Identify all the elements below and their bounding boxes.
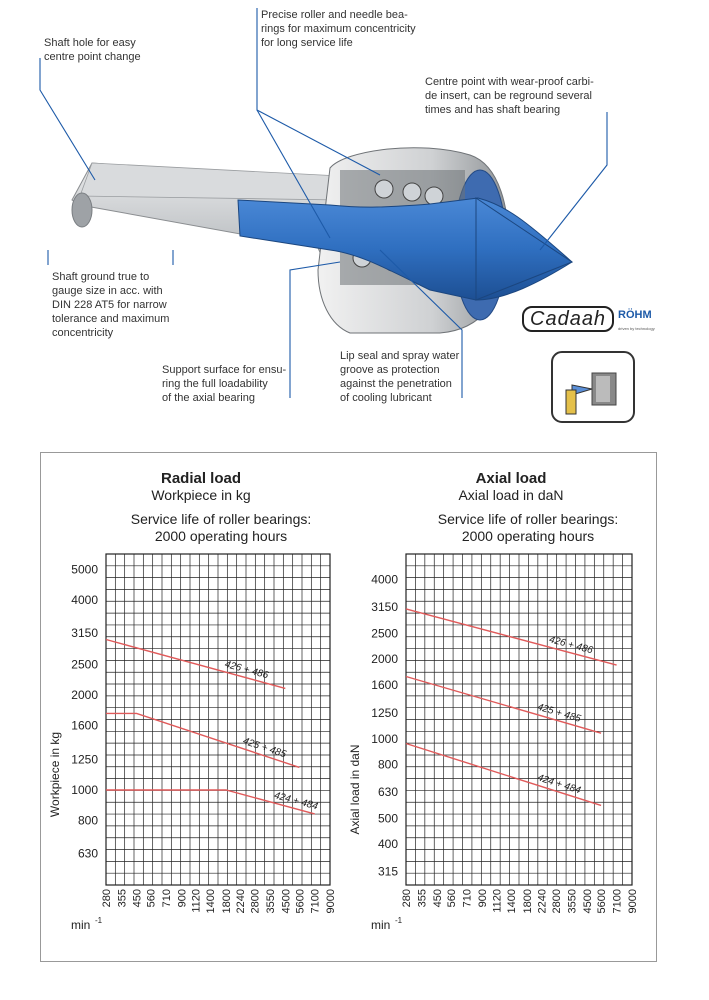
y-tick-label: 1600 (71, 718, 98, 733)
y-tick-label: 1250 (71, 752, 98, 767)
x-tick-label: 710 (161, 889, 174, 908)
series-line (106, 713, 299, 767)
y-tick-label: 3150 (71, 625, 98, 640)
callout-shaft-hole (44, 36, 141, 64)
charts-svg (41, 453, 656, 961)
series-label: 424 + 484 (535, 772, 582, 797)
callout-line: de insert, can be reground several (425, 90, 592, 102)
chart-subtitle: Service life of roller bearings: (130, 511, 312, 527)
series-label: 426 + 486 (547, 634, 594, 657)
x-tick-label: 355 (416, 889, 429, 908)
x-tick-label: 560 (145, 889, 158, 908)
callout-line: Lip seal and spray water (340, 350, 460, 362)
callout-line: centre point change (44, 51, 141, 63)
callout-line: of cooling lubricant (340, 392, 432, 404)
chart-subtitle: Service life of roller bearings: (437, 511, 619, 527)
brand-logo-rohm (618, 309, 655, 335)
x-tick-label: 450 (131, 889, 144, 908)
callout-support-surface (162, 363, 286, 405)
callout-line: times and has shaft bearing (425, 104, 561, 116)
callout-line: Support surface for ensu- (162, 364, 287, 376)
callout-line: against the penetration (340, 378, 452, 390)
x-tick-label: 280 (401, 889, 413, 908)
brand-logo-cadaah (522, 306, 614, 332)
chart-subtitle: 2000 operating hours (461, 528, 595, 544)
y-tick-label: 2500 (71, 657, 98, 672)
callout-lip-seal (340, 349, 459, 405)
y-axis-label: Axial load in daN (348, 744, 362, 835)
x-tick-label: 1400 (505, 889, 518, 914)
callout-line: gauge size in acc. with (52, 285, 163, 297)
callout-line: for long service life (261, 37, 353, 49)
x-tick-label: 3550 (264, 889, 277, 914)
chart-subtitle: Axial load in daN (458, 487, 564, 503)
chart-subtitle: 2000 operating hours (154, 528, 288, 544)
x-axis-label-exponent: -1 (395, 916, 403, 925)
x-tick-label: 560 (446, 889, 459, 908)
y-tick-label: 4000 (371, 572, 398, 587)
y-tick-label: 800 (377, 757, 398, 772)
x-tick-label: 1800 (522, 889, 535, 914)
chart-title: Radial load (160, 470, 242, 487)
callout-shaft-ground (52, 270, 169, 340)
callout-line: concentricity (52, 327, 114, 339)
x-tick-label: 2800 (249, 889, 262, 914)
x-tick-label: 7100 (611, 889, 624, 914)
x-tick-label: 1800 (221, 889, 234, 914)
y-tick-label: 315 (377, 864, 398, 879)
callout-bearings (261, 8, 416, 50)
y-tick-label: 800 (77, 813, 98, 828)
x-axis-label: min (71, 918, 91, 932)
y-tick-label: 630 (377, 784, 398, 799)
series-label: 424 + 484 (272, 790, 319, 813)
x-axis-label: min (371, 918, 391, 932)
y-tick-label: 2000 (71, 688, 98, 703)
y-tick-label: 3150 (371, 600, 398, 615)
callout-line: Shaft hole for easy (44, 37, 136, 49)
y-tick-label: 400 (377, 837, 398, 852)
callout-line: of the axial bearing (162, 392, 255, 404)
callout-line: ring the full loadability (162, 378, 268, 390)
series-label: 426 + 486 (223, 659, 270, 682)
x-tick-label: 2240 (536, 889, 549, 914)
brand2-tag: driven by technology (618, 326, 655, 331)
x-tick-label: 9000 (325, 889, 337, 914)
callout-line: DIN 228 AT5 for narrow (52, 299, 167, 311)
callout-line: tolerance and maximum (52, 313, 170, 325)
series-label: 425 + 485 (241, 735, 288, 761)
y-tick-label: 2500 (371, 626, 398, 641)
x-tick-label: 1400 (204, 889, 217, 914)
callout-line: Shaft ground true to (52, 271, 150, 283)
turning-operation-icon (552, 352, 634, 422)
x-tick-label: 450 (431, 889, 444, 908)
x-tick-label: 2800 (550, 889, 563, 914)
callout-line: groove as protection (340, 364, 440, 376)
x-tick-label: 900 (477, 889, 490, 908)
x-tick-label: 1120 (190, 889, 203, 913)
y-tick-label: 2000 (371, 652, 398, 667)
y-axis-label: Workpiece in kg (48, 731, 62, 818)
x-tick-label: 1120 (491, 889, 504, 913)
y-tick-label: 1000 (371, 731, 398, 746)
charts-panel (40, 452, 657, 962)
x-tick-label: 280 (101, 889, 113, 908)
series-line (106, 640, 285, 689)
series-label: 425 + 485 (535, 701, 582, 725)
x-tick-label: 2240 (235, 889, 248, 914)
callout-line: rings for maximum concentricity (261, 23, 416, 35)
x-tick-label: 900 (176, 889, 189, 908)
y-tick-label: 500 (377, 811, 398, 826)
x-tick-label: 5600 (596, 889, 609, 914)
x-axis-label-exponent: -1 (95, 916, 103, 925)
x-tick-label: 5600 (294, 889, 307, 914)
callout-line: Centre point with wear-proof carbi- (425, 76, 594, 88)
y-tick-label: 1600 (371, 677, 398, 692)
x-tick-label: 355 (116, 889, 129, 908)
brand2-text: RÖHM (618, 309, 652, 321)
x-tick-label: 3550 (566, 889, 579, 914)
brand1-text: Cadaah (530, 308, 607, 330)
x-tick-label: 9000 (627, 889, 639, 914)
chart-title: Axial load (475, 470, 547, 487)
series-line (406, 744, 601, 806)
y-tick-label: 4000 (71, 593, 98, 608)
chart-subtitle: Workpiece in kg (151, 487, 251, 503)
series-line (406, 677, 601, 734)
x-tick-label: 4500 (280, 889, 293, 914)
y-tick-label: 5000 (71, 562, 98, 577)
callout-centre-point (425, 75, 594, 117)
x-tick-label: 4500 (581, 889, 594, 914)
x-tick-label: 710 (461, 889, 474, 908)
y-tick-label: 1000 (71, 783, 98, 798)
x-tick-label: 7100 (309, 889, 322, 914)
callout-line: Precise roller and needle bea- (261, 9, 408, 21)
y-tick-label: 630 (77, 846, 98, 861)
y-tick-label: 1250 (371, 706, 398, 721)
